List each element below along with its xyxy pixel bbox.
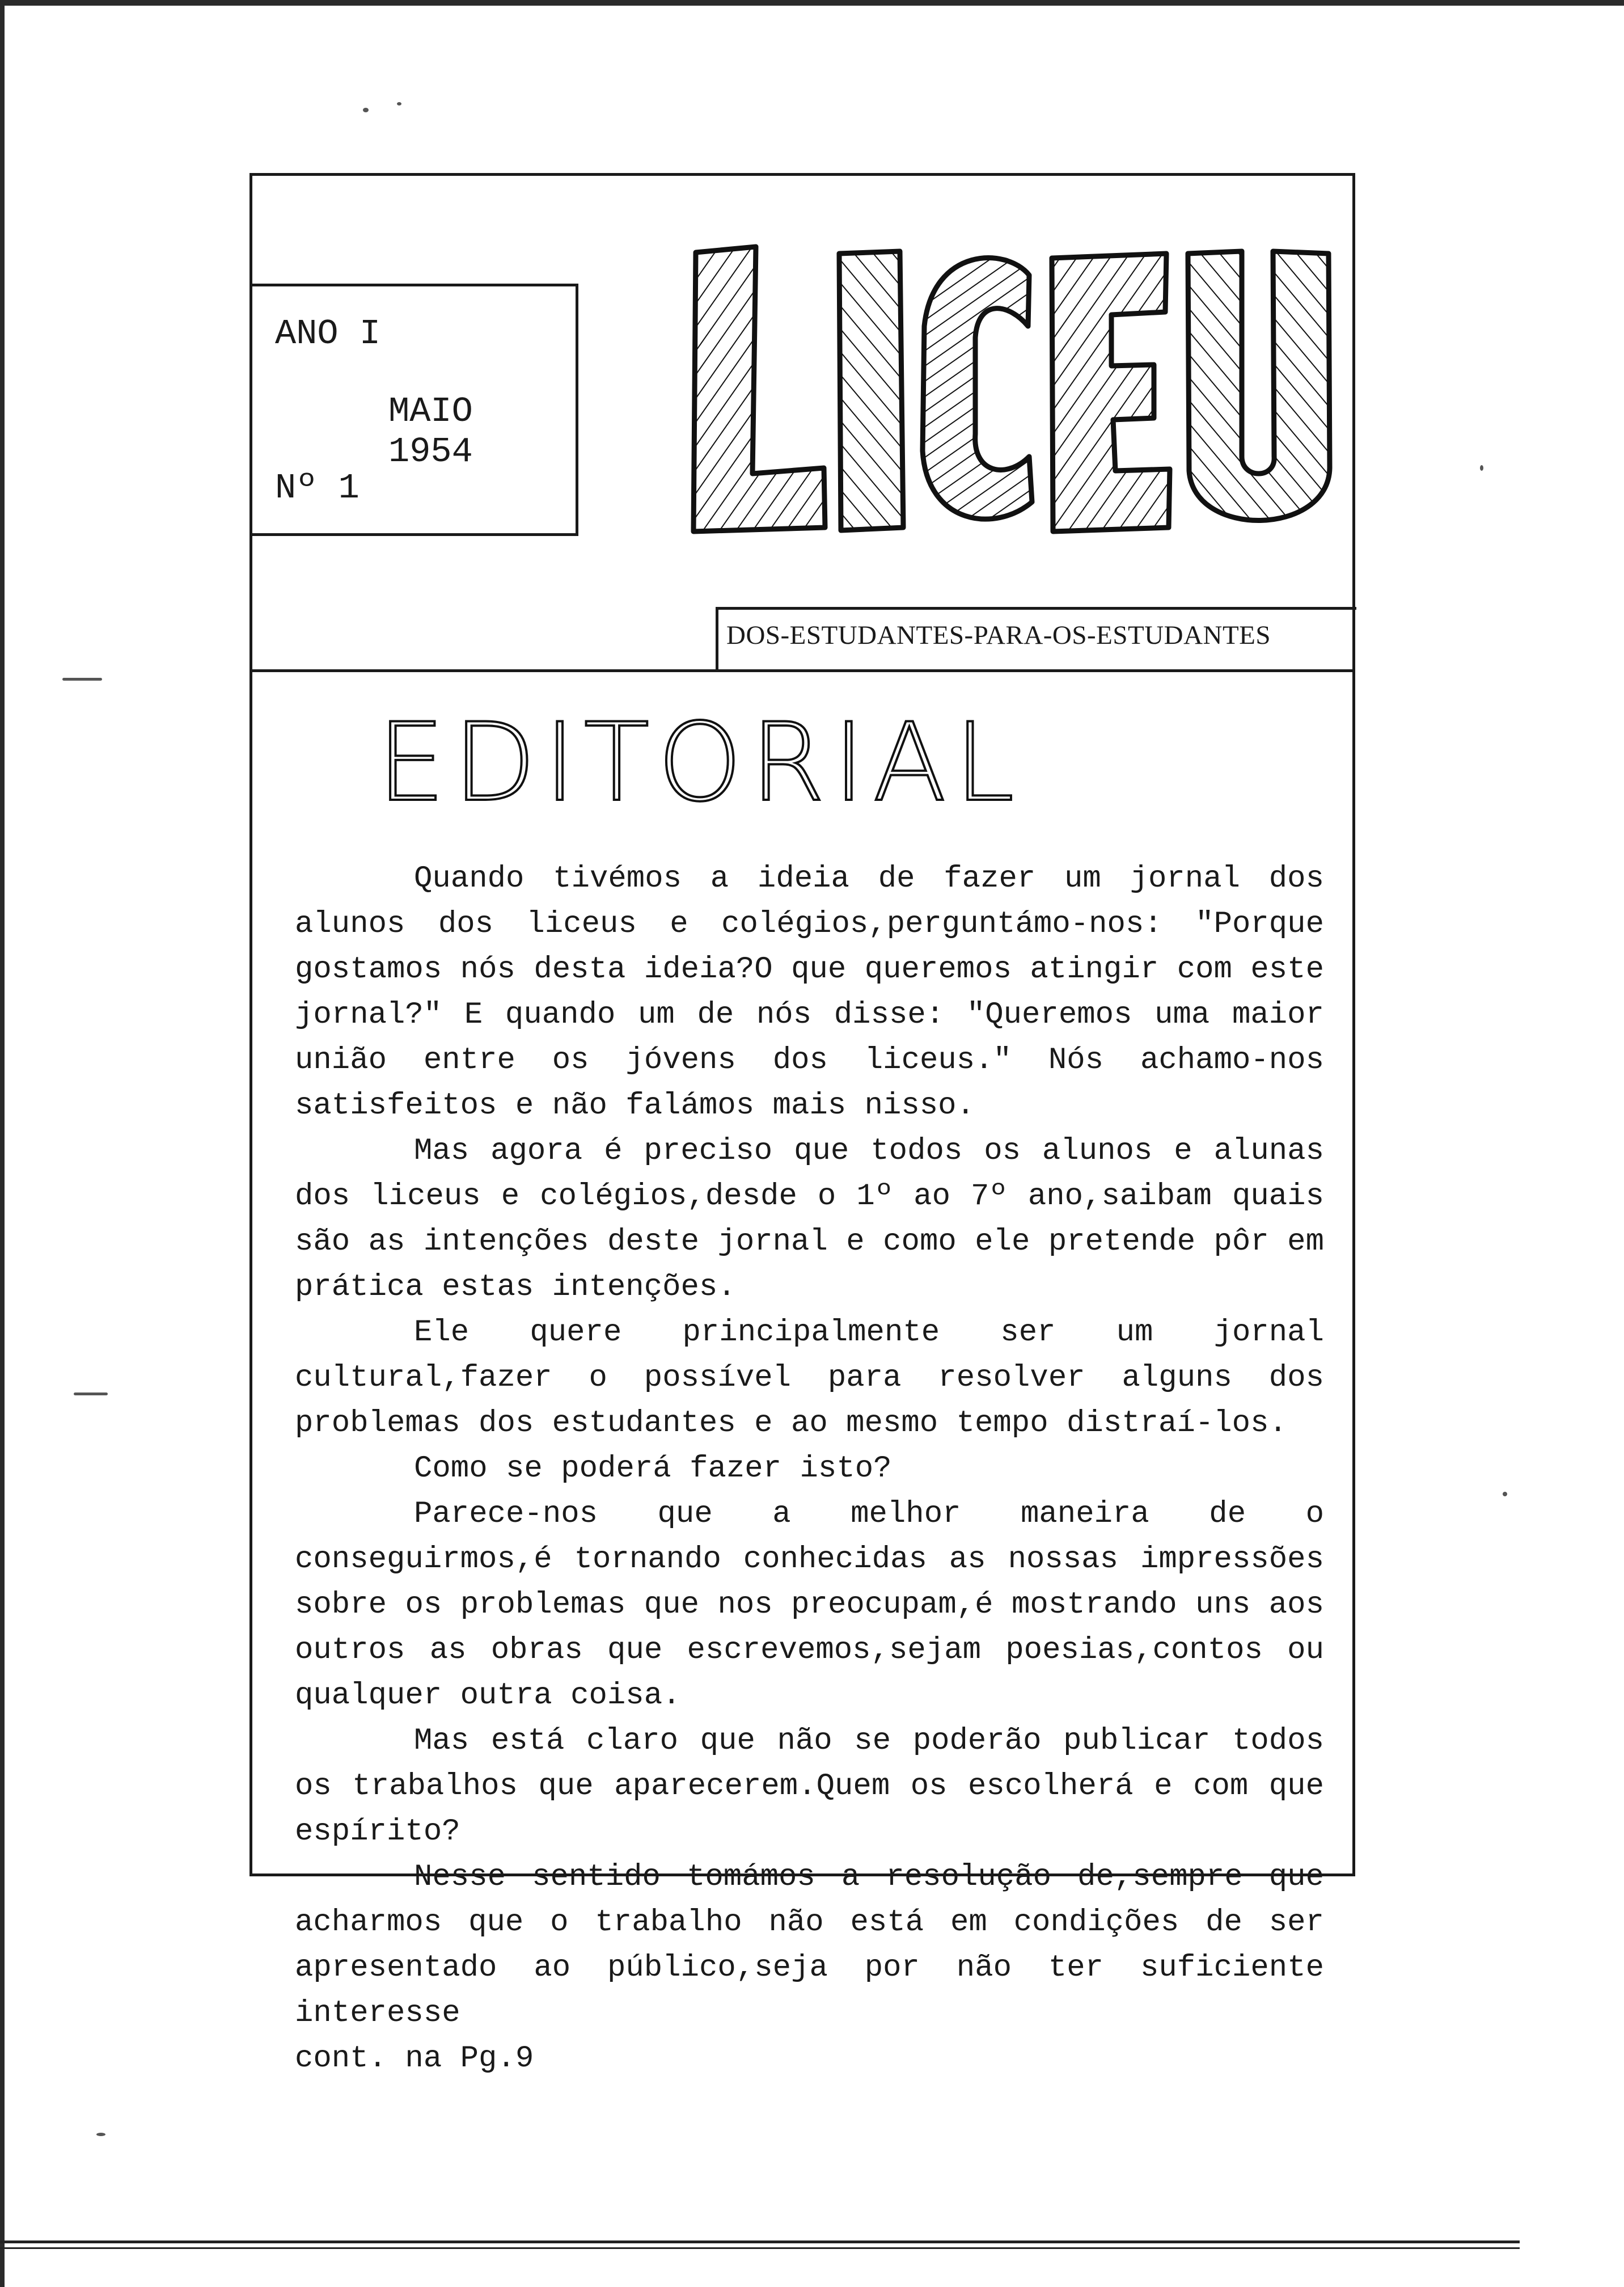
issue-date: MAIO 1954 <box>388 391 473 472</box>
logo-letter-e <box>1052 254 1170 531</box>
issue-year: ANO I <box>275 314 381 354</box>
editorial-title <box>377 700 1022 825</box>
issue-number: Nº 1 <box>275 468 360 508</box>
paragraph: Mas está claro que não se poderão publicar todos os trabalhos que aparecerem.Quem os escolherá e com que espírito? <box>295 1724 1324 1849</box>
logo-letter-l <box>693 247 825 531</box>
paragraph: Nesse sentido tomámos a resolução de,sempre que acharmos que o trabalho não está em condições de ser apresentado ao público,seja por não ter suficiente interesse <box>295 1860 1324 2031</box>
editorial-article <box>249 669 1355 2076</box>
liceu-logo <box>689 241 1335 539</box>
scan-edge-top <box>0 0 1624 6</box>
editorial-title-text: EDITORIAL <box>377 700 1022 825</box>
paragraph: Ele quere principalmente ser um jornal cultural,fazer o possível para resolver alguns dos problemas dos estudantes e ao mesmo tempo distraí-los. <box>295 1315 1324 1441</box>
speck <box>1503 1492 1507 1496</box>
logo-letter-c <box>923 258 1032 520</box>
speck <box>62 678 102 681</box>
logo-letter-u <box>1188 251 1330 521</box>
speck <box>363 108 369 112</box>
issue-info-box <box>249 284 578 536</box>
paragraph: Quando tivémos a ideia de fazer um jornal dos alunos dos liceus e colégios,perguntámo-nos: "Porque gostamos nós desta ideia?O que queremos atingir com este jornal?" E quando um de nós disse: "Queremos uma maior união entre os jóvens dos liceus." Nós achamo-nos satisfeitos e não falámos mais nisso. <box>295 862 1324 1123</box>
speck <box>1480 465 1483 471</box>
logo-letter-i <box>839 251 903 530</box>
scan-edge-left <box>0 0 5 2287</box>
paragraph: Como se poderá fazer isto? <box>414 1451 892 1486</box>
paragraph: Mas agora é preciso que todos os alunos e alunas dos liceus e colégios,desde o 1º ao 7º ano,saibam quais são as intenções deste jornal e como ele pretende pôr em prática estas intenções. <box>295 1134 1324 1305</box>
liceu-logo-graphic <box>689 241 1335 539</box>
tagline-box <box>716 607 1356 669</box>
editorial-body <box>295 856 1324 2082</box>
speck <box>74 1393 108 1395</box>
continuation-note: cont. na Pg.9 <box>295 2041 534 2076</box>
bottom-rule <box>0 2247 1520 2249</box>
bottom-rule <box>0 2240 1520 2243</box>
paragraph: Parece-nos que a melhor maneira de o conseguirmos,é tornando conhecidas as nossas impressões sobre os problemas que nos preocupam,é mostrando uns aos outros as obras que escrevemos,sejam poesias,contos ou qualquer outra coisa. <box>295 1497 1324 1713</box>
speck <box>96 2133 105 2136</box>
tagline: DOS-ESTUDANTES-PARA-OS-ESTUDANTES <box>726 621 1271 650</box>
speck <box>397 102 401 106</box>
